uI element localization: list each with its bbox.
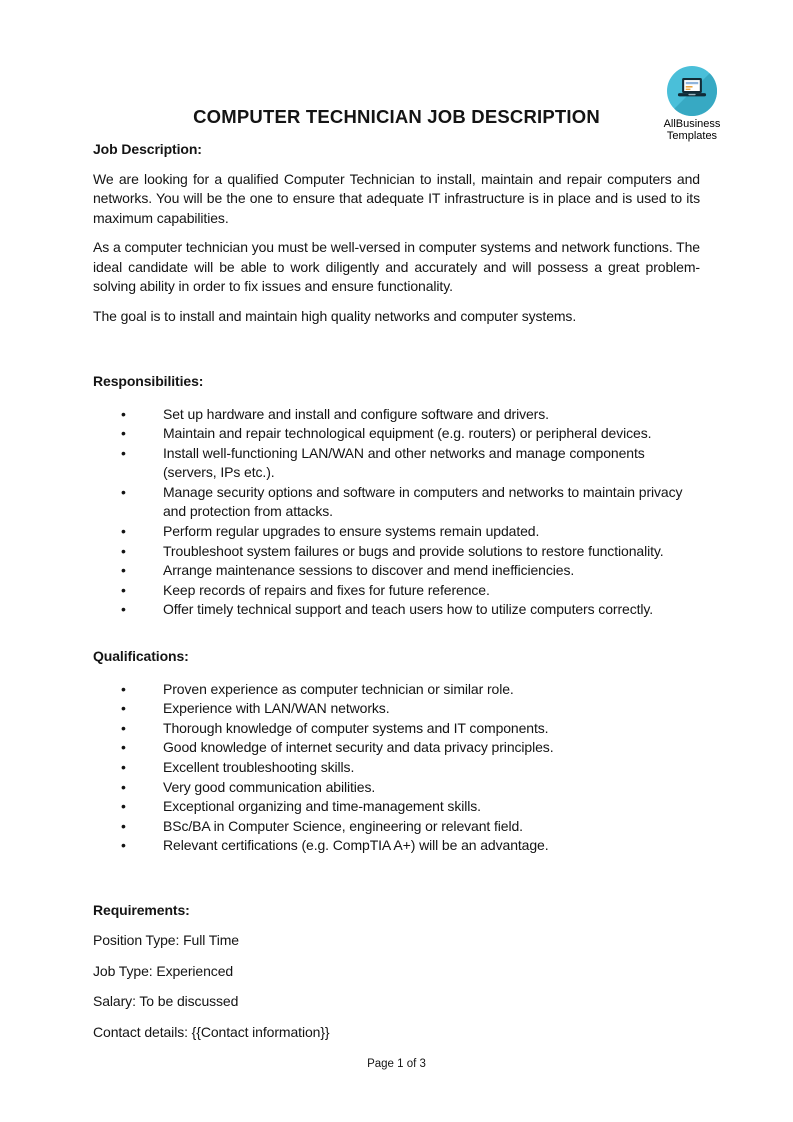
list-item: • Perform regular upgrades to ensure systems remain updated. xyxy=(93,522,700,542)
laptop-icon xyxy=(667,66,717,116)
list-item: • Troubleshoot system failures or bugs and provide solutions to restore functionality. xyxy=(93,542,700,562)
list-item: • Excellent troubleshooting skills. xyxy=(93,758,700,778)
logo-text-line2: Templates xyxy=(666,130,718,142)
screen-text-line-2 xyxy=(686,89,691,90)
responsibilities-list xyxy=(93,405,700,621)
logo-text xyxy=(655,118,729,142)
list-item: • Proven experience as computer technician or similar role. xyxy=(93,680,700,700)
page-title: COMPUTER TECHNICIAN JOB DESCRIPTION xyxy=(193,106,600,127)
list-item: • Relevant certifications (e.g. CompTIA A+) will be an advantage. xyxy=(93,836,700,856)
list-item: • Manage security options and software in computers and networks to maintain privacy and protection from attacks. xyxy=(93,483,700,522)
logo-text-line1: AllBusiness xyxy=(663,118,721,130)
requirement-line: Position Type: Full Time xyxy=(93,932,239,949)
list-item: • Maintain and repair technological equipment (e.g. routers) or peripheral devices. xyxy=(93,424,700,444)
list-item: • Install well-functioning LAN/WAN and other networks and manage components (servers, IPs etc.). xyxy=(93,444,700,483)
page-number: Page 1 of 3 xyxy=(367,1058,426,1070)
allbusiness-logo xyxy=(655,66,729,142)
list-item: • Exceptional organizing and time-management skills. xyxy=(93,797,700,817)
requirement-line: Contact details: {{Contact information}} xyxy=(93,1023,330,1040)
screen-title-bar xyxy=(686,82,699,84)
section-heading-requirements: Requirements: xyxy=(93,901,190,918)
section-heading-responsibilities: Responsibilities: xyxy=(93,373,204,389)
list-item: • BSc/BA in Computer Science, engineering or relevant field. xyxy=(93,817,700,837)
paragraph: The goal is to install and maintain high quality networks and computer systems. xyxy=(93,307,577,324)
screen-text-line-1 xyxy=(686,86,693,88)
list-item: • Experience with LAN/WAN networks. xyxy=(93,699,700,719)
requirement-line: Job Type: Experienced xyxy=(93,962,234,979)
list-item: • Very good communication abilities. xyxy=(93,778,700,798)
qualifications-list xyxy=(93,680,700,856)
list-item: • Set up hardware and install and configure software and drivers. xyxy=(93,405,700,425)
list-item: • Good knowledge of internet security and data privacy principles. xyxy=(93,738,700,758)
paragraph: We are looking for a qualified Computer Technician to install, maintain and repair computers and networks. You will be the one to ensure that adequate IT infrastructure is in place and is used to its maximum capabilities. xyxy=(93,170,700,226)
list-item: • Thorough knowledge of computer systems and IT components. xyxy=(93,719,700,739)
section-heading-qualifications: Qualifications: xyxy=(93,648,189,665)
laptop-base-notch xyxy=(688,94,695,95)
list-item: • Keep records of repairs and fixes for future reference. xyxy=(93,581,700,601)
job-description-paragraphs xyxy=(93,170,700,327)
requirement-line: Salary: To be discussed xyxy=(93,993,239,1010)
requirements-lines xyxy=(93,931,700,1042)
list-item: • Offer timely technical support and teach users how to utilize computers correctly. xyxy=(93,600,700,620)
list-item: • Arrange maintenance sessions to discover and mend inefficiencies. xyxy=(93,561,700,581)
section-heading-job-description: Job Description: xyxy=(93,141,202,157)
paragraph: As a computer technician you must be well-versed in computer systems and network functions. The ideal candidate will be able to work diligently and accurately and will possess a great problem-solving ability in order to fix issues and ensure functionality. xyxy=(93,239,700,294)
